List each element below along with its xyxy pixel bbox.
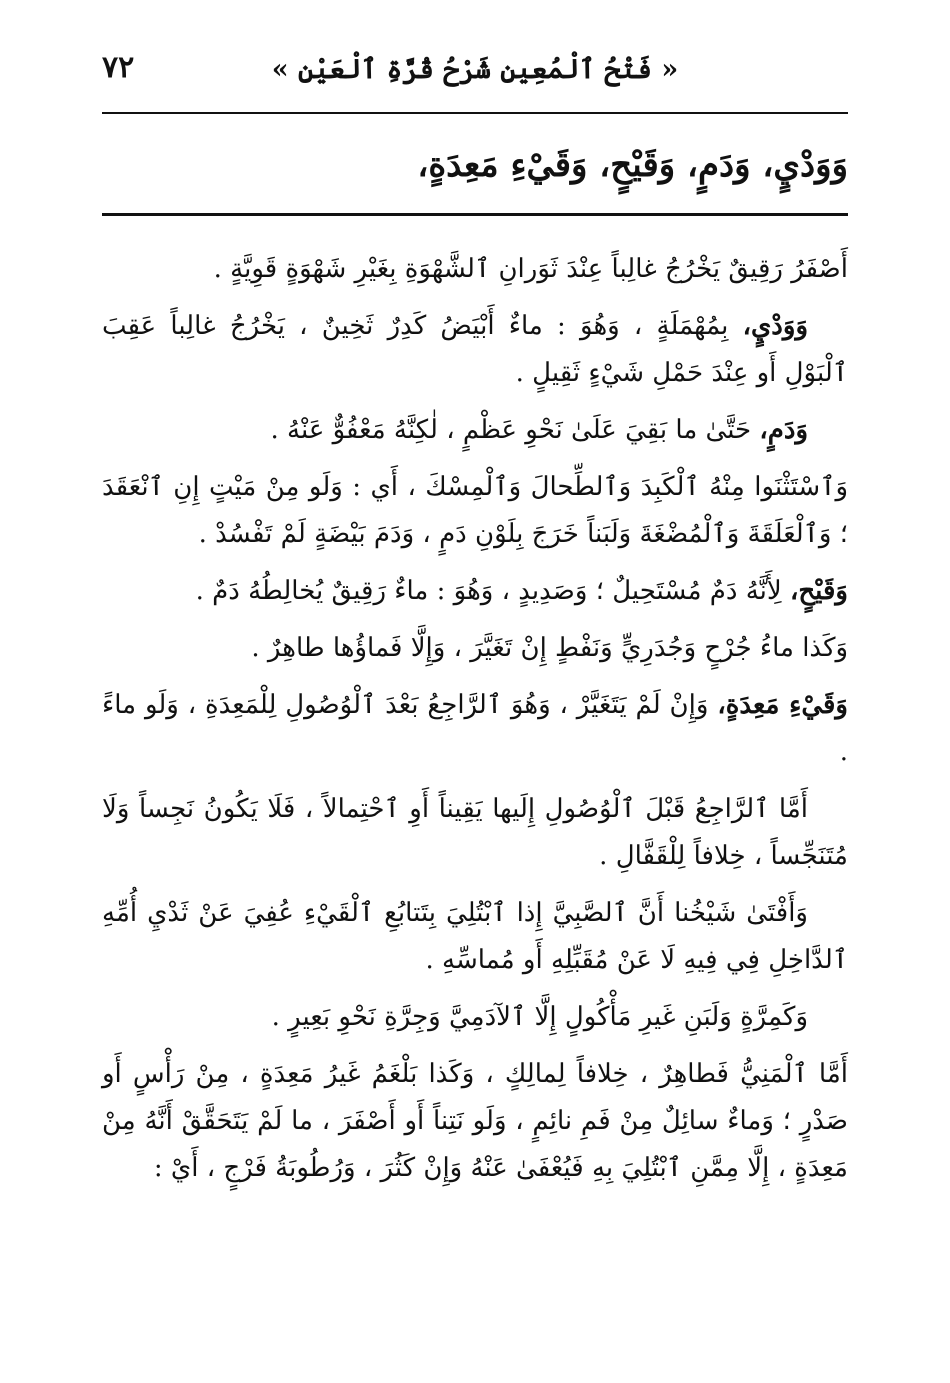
paragraph bbox=[102, 890, 848, 984]
paragraph-text: وَٱسْتَثْنَوا مِنْهُ ٱلْكَبِدَ وَٱلطِّحالَ وَٱلْمِسْكَ ، أَي : وَلَو مِنْ مَيْتٍ إِنِ ٱنْعَقَدَ ؛ وَٱلْعَلَقَةَ وَٱلْمُضْغَةَ وَلَبَناً خَرَجَ بِلَوْنِ دَمٍ ، وَدَمَ بَيْضَةٍ لَمْ تَفْسُدْ . bbox=[102, 472, 848, 549]
page-number: ٧٢ bbox=[102, 50, 135, 85]
paragraph-text: وَإِنْ لَمْ يَتَغَيَّرْ ، وَهُوَ ٱلرَّاجِعُ بَعْدَ ٱلْوُصُولِ لِلْمَعِدَةِ ، وَلَو ماءً . bbox=[102, 690, 848, 767]
paragraph bbox=[102, 464, 848, 558]
paragraph bbox=[102, 994, 848, 1041]
paragraph-text: وَكَمِرَّةٍ وَلَبَنِ غَيرِ مَأْكُولٍ إِلَّا ٱلآدَمِيَّ وَجِرَّةِ نَحْوِ بَعِيرٍ . bbox=[271, 1002, 808, 1032]
page-header bbox=[102, 50, 848, 110]
paragraph bbox=[102, 1051, 848, 1192]
paragraph-text: حَتَّىٰ ما بَقِيَ عَلَىٰ نَحْوِ عَظْمٍ ، لٰكِنَّهُ مَعْفُوٌّ عَنْهُ . bbox=[270, 415, 760, 445]
paragraph bbox=[102, 786, 848, 880]
paragraph bbox=[102, 568, 848, 615]
paragraph bbox=[102, 682, 848, 776]
paragraph-text: لِأَنَّهُ دَمٌ مُسْتَحِيلٌ ؛ وَصَدِيدٍ ، وَهُوَ : ماءٌ رَقِيقٌ يُخالِطُهُ دَمٌ . bbox=[195, 576, 790, 606]
paragraph-lead: وَوَدْيٍ، bbox=[742, 311, 808, 341]
commentary-body bbox=[102, 246, 848, 1202]
paragraph-text: وَأَفْتَىٰ شَيْخُنا أَنَّ ٱلصَّبِيَّ إِذا ٱبْتُلِيَ بِتَتابُعِ ٱلْقَيْءِ عُفِيَ عَنْ ثَدْيِ أُمِّهِ ٱلدَّاخِلِ فِي فِيهِ لَا عَنْ مُقَبِّلِهِ أَو مُماسِّهِ . bbox=[102, 898, 848, 975]
header-rule bbox=[102, 112, 848, 114]
paragraph-lead: وَقَيْءِ مَعِدَةٍ، bbox=[717, 690, 848, 720]
matn-divider-rule bbox=[102, 213, 848, 216]
paragraph-lead: وَدَمٍ، bbox=[759, 415, 808, 445]
paragraph-text: وَكَذا ماءُ جُرْحٍ وَجُدَرِيٍّ وَنَفْطٍ إِنْ تَغَيَّرَ ، وَإِلَّا فَماؤُها طاهِرٌ . bbox=[251, 633, 848, 663]
paragraph-text: أَمَّا ٱلْمَنِيُّ فَطاهِرٌ ، خِلافاً لِمالِكٍ ، وَكَذا بَلْغَمُ غَيرُ مَعِدَةٍ ، مِنْ رَأْسٍ أَو صَدْرٍ ؛ وَماءٌ سائِلٌ مِنْ فَمِ نائِمٍ ، وَلَو نَتِناً أَو أَصْفَرَ ، ما لَمْ يَتَحَقَّقْ أَنَّهُ مِنْ مَعِدَةٍ ، إِلَّا مِمَّنِ ٱبْتُلِيَ بِهِ فَيُعْفَىٰ عَنْهُ وَإِنْ كَثُرَ ، وَرُطُوبَةُ فَرْجٍ ، أَيْ : bbox=[102, 1059, 848, 1183]
matn-text: وَوَدْيٍ، وَدَمٍ، وَقَيْحٍ، وَقَيْءِ مَعِدَةٍ، bbox=[417, 145, 848, 185]
paragraph-text: أَمَّا ٱلرَّاجِعُ قَبْلَ ٱلْوُصُولِ إِلَيها يَقِيناً أَوِ ٱحْتِمالاً ، فَلَا يَكُونُ نَجِساً وَلَا مُتَنَجِّساً ، خِلافاً لِلْقَفَّالِ . bbox=[102, 794, 848, 871]
paragraph-text: بِمُهْمَلَةٍ ، وَهُوَ : ماءٌ أَبْيَضُ كَدِرٌ ثَخِينٌ ، يَخْرُجُ غالِباً عَقِبَ ٱلْبَوْلِ أَو عِنْدَ حَمْلِ شَيْءٍ ثَقِيلٍ . bbox=[102, 311, 848, 388]
paragraph bbox=[102, 246, 848, 293]
running-title: « فَتْحُ ٱلْمُعِينِ شَرْحُ قُرَّةِ ٱلْعَيْنِ » bbox=[271, 54, 679, 85]
paragraph bbox=[102, 625, 848, 672]
paragraph-lead: وَقَيْحٍ، bbox=[789, 576, 848, 606]
paragraph bbox=[102, 407, 848, 454]
paragraph-text: أَصْفَرُ رَقِيقٌ يَخْرُجُ غالِباً عِنْدَ ثَوَرانِ ٱلشَّهْوَةِ بِغَيْرِ شَهْوَةٍ قَوِيَّةٍ . bbox=[213, 254, 848, 284]
paragraph bbox=[102, 303, 848, 397]
